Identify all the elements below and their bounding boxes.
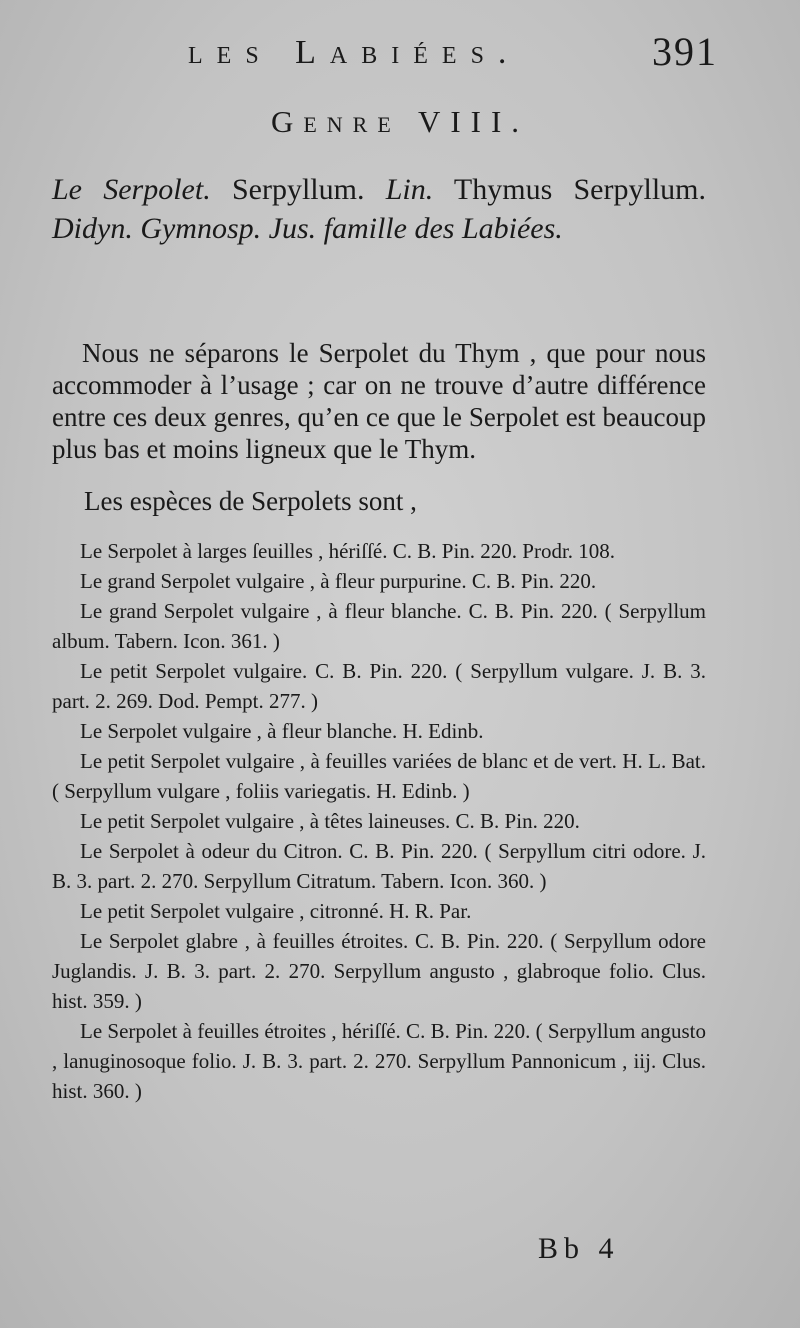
entry-class: Didyn. Gymnosp. bbox=[52, 212, 262, 245]
entry-lin-name: Thymus Serpyllum. bbox=[453, 173, 706, 206]
entry-lin-abbr: Lin. bbox=[385, 173, 434, 206]
intro-paragraph: Nous ne séparons le Serpolet du Thym , que pour nous accommoder à l’usage ; car on ne trouve d’autre différence entre ces deux genres, qu’en ce que le Serpolet est beaucoup plus bas et moins ligneux que le Thym. bbox=[52, 338, 706, 464]
species-item: Le petit Serpolet vulgaire , à têtes laineuses. C. B. Pin. 220. bbox=[80, 809, 580, 833]
entry-name-fr: Le Serpolet. bbox=[52, 173, 211, 206]
entry-jus: Jus. famille des Labiées. bbox=[268, 212, 563, 245]
running-title: les Labiées. bbox=[188, 34, 521, 71]
species-item: Le petit Serpolet vulgaire , à feuilles variées de blanc et de vert. H. L. Bat. ( Serpyllum vulgare , foliis variegatis. H. Edinb. ) bbox=[52, 749, 706, 803]
species-item: Le grand Serpolet vulgaire , à fleur purpurine. C. B. Pin. 220. bbox=[80, 569, 597, 593]
species-intro: Les espèces de Serpolets sont , bbox=[84, 486, 417, 516]
page-number: 391 bbox=[652, 29, 718, 74]
genre-heading: Genre VIII. bbox=[270, 104, 530, 139]
species-item: Le Serpolet vulgaire , à fleur blanche. H. Edinb. bbox=[80, 719, 484, 743]
signature-mark: Bb 4 bbox=[538, 1232, 620, 1265]
species-item: Le grand Serpolet vulgaire , à fleur blanche. C. B. Pin. 220. ( Serpyllum album. Tabern. Icon. 361. ) bbox=[52, 599, 706, 653]
species-item: Le petit Serpolet vulgaire , citronné. H. R. Par. bbox=[80, 899, 472, 923]
running-head bbox=[0, 28, 800, 78]
species-list bbox=[52, 536, 706, 1106]
species-item: Le Serpolet à larges ſeuilles , hériſſé. C. B. Pin. 220. Prodr. 108. bbox=[80, 539, 616, 563]
species-item: Le Serpolet glabre , à feuilles étroites. C. B. Pin. 220. ( Serpyllum odore Juglandis. J. B. 3. part. 2. 270. Serpyllum angusto , glabroque folio. Clus. hist. 359. ) bbox=[52, 929, 706, 1013]
species-item: Le Serpolet à odeur du Citron. C. B. Pin. 220. ( Serpyllum citri odore. J. B. 3. part. 2. 270. Serpyllum Citratum. Tabern. Icon. 360. ) bbox=[52, 839, 706, 893]
species-item: Le petit Serpolet vulgaire. C. B. Pin. 220. ( Serpyllum vulgare. J. B. 3. part. 2. 269. Dod. Pempt. 277. ) bbox=[52, 659, 706, 713]
entry-heading bbox=[52, 170, 706, 248]
species-item: Le Serpolet à feuilles étroites , hériſſé. C. B. Pin. 220. ( Serpyllum angusto , lanuginosoque folio. J. B. 3. part. 2. 270. Serpyllum Pannonicum , iij. Clus. hist. 360. ) bbox=[52, 1019, 706, 1103]
entry-name-lat: Serpyllum. bbox=[231, 173, 365, 206]
